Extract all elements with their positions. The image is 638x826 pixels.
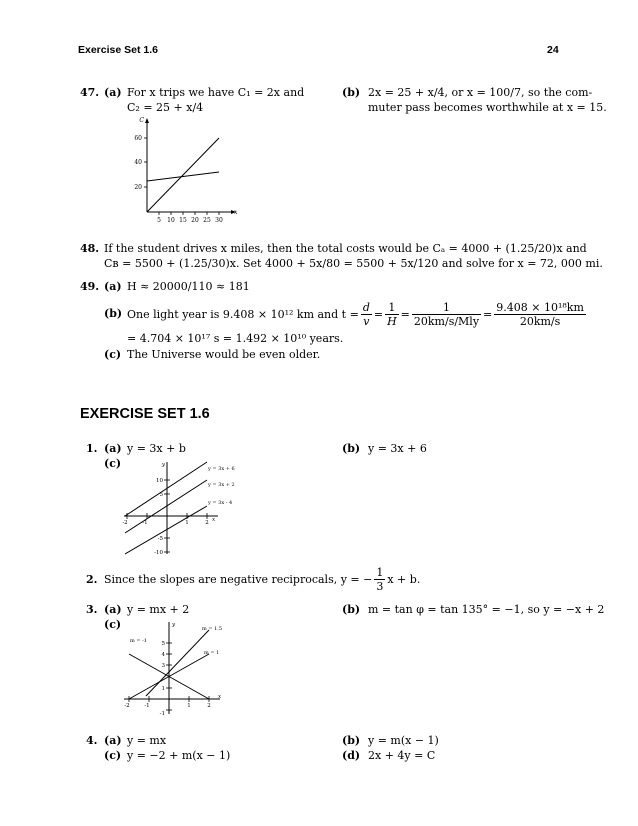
q3a-label: (a) bbox=[104, 603, 122, 616]
section-title: EXERCISE SET 1.6 bbox=[80, 406, 210, 422]
graph-47-xtick: 10 bbox=[167, 217, 175, 224]
graph-47-xtick: 30 bbox=[215, 217, 223, 224]
graph-q3-line-m1-5 bbox=[146, 630, 209, 696]
problem-49b-text: One light year is 9.408 × 10¹² km and t = bbox=[127, 307, 359, 321]
graph-q3-xtick: -2 bbox=[124, 703, 130, 709]
graph-q3-line-label: m = 1.5 bbox=[202, 626, 223, 632]
graph-47-xtick: 15 bbox=[179, 217, 187, 224]
graph-q1-xtick: 1 bbox=[185, 520, 189, 526]
page-number: 24 bbox=[547, 44, 559, 56]
problem-47b-label: (b) bbox=[342, 86, 361, 99]
graph-q1-ytick: -10 bbox=[154, 550, 163, 556]
graph-47-ytick: 60 bbox=[134, 135, 142, 142]
q1a-label: (a) bbox=[104, 442, 122, 455]
problem-47a-line1: For x trips we have C₁ = 2x and bbox=[127, 86, 305, 99]
graph-47-line-c2 bbox=[147, 172, 219, 181]
graph-q3-ytick: 3 bbox=[161, 663, 165, 669]
problem-49c-text: The Universe would be even older. bbox=[127, 348, 321, 361]
graph-q3-line-label: m = 1 bbox=[204, 650, 220, 656]
graph-q1-ytick: 5 bbox=[159, 492, 163, 498]
graph-47-xtick: 25 bbox=[203, 217, 211, 224]
graph-47-ytick: 20 bbox=[134, 184, 142, 191]
graph-47-xlabel: x bbox=[234, 209, 238, 216]
graph-q3-line-label: m = -1 bbox=[130, 638, 147, 644]
graph-q3-ytick: 5 bbox=[161, 641, 165, 647]
graph-q1-ytick: 10 bbox=[156, 478, 163, 484]
graph-q1-line-b6 bbox=[125, 462, 207, 516]
graph-q1-ylabel: y bbox=[161, 462, 165, 468]
problem-48-line2: Cʙ = 5500 + (1.25/30)x. Set 4000 + 5x/80 = 5500 + 5x/120 and solve for x = 72, 000 mi. bbox=[104, 257, 603, 270]
q4d-label: (d) bbox=[342, 749, 361, 762]
equals-sign: = bbox=[483, 307, 493, 321]
graph-q3-ylabel: y bbox=[172, 622, 176, 628]
graph-q3-xtick: -1 bbox=[144, 703, 150, 709]
graph-q1-xlabel: x bbox=[212, 517, 216, 523]
q4-number: 4. bbox=[86, 734, 98, 747]
fraction-distance-over-speed: $\frac{\text{9.408 × 10¹⁸km}}{20km/s}$ bbox=[496, 300, 584, 328]
graph-47-y-arrow bbox=[145, 118, 149, 123]
problem-49c-label: (c) bbox=[104, 348, 122, 361]
problem-48-number: 48. bbox=[80, 242, 100, 255]
graph-q3-xlabel: x bbox=[218, 694, 222, 700]
problem-49a-label: (a) bbox=[104, 280, 122, 293]
q1b-label: (b) bbox=[342, 442, 361, 455]
graph-q1-xtick: 2 bbox=[205, 520, 209, 526]
problem-47b-line2: muter pass becomes worthwhile at x = 15. bbox=[368, 101, 607, 114]
graph-q3-xtick: 2 bbox=[207, 703, 211, 709]
fraction-d-over-v: $\frac{d}{v}$ bbox=[362, 300, 370, 328]
problem-49a-text: H ≈ 20000/110 ≈ 181 bbox=[127, 280, 250, 293]
q2-number: 2. bbox=[86, 573, 98, 586]
equals-sign: = bbox=[373, 307, 384, 321]
graph-47-ylabel: C bbox=[139, 117, 144, 124]
fraction-1-over-h: $\frac{1}{H}$ bbox=[387, 300, 397, 328]
graph-q1-line-label: y = 3x - 4 bbox=[208, 500, 233, 506]
q1-number: 1. bbox=[86, 442, 98, 455]
graph-q3 bbox=[118, 618, 238, 718]
graph-q1-line-b2 bbox=[125, 480, 207, 533]
problem-49-number: 49. bbox=[80, 280, 100, 293]
running-header: Exercise Set 1.6 bbox=[78, 44, 158, 56]
q1a-text: y = 3x + b bbox=[127, 442, 186, 455]
problem-47-number: 47. bbox=[80, 86, 100, 99]
graph-47-line-c1 bbox=[147, 138, 219, 212]
graph-q3-ytick: 4 bbox=[161, 652, 165, 658]
q4a-text: y = mx bbox=[127, 734, 167, 747]
fraction-1-over-3: $\frac{1}{3}$ bbox=[376, 565, 384, 593]
q2-text-end: x + b. bbox=[387, 572, 421, 586]
graph-q1-xtick: -2 bbox=[122, 520, 128, 526]
problem-47b-line1: 2x = 25 + x/4, or x = 100/7, so the com- bbox=[368, 86, 593, 99]
graph-q1-line-label: y = 3x + 2 bbox=[208, 482, 235, 488]
problem-49b-label: (b) bbox=[104, 307, 123, 320]
q2-text-start: Since the slopes are negative reciprocals, y = − bbox=[104, 572, 373, 586]
fraction-1-over-rate: $\frac{1}{\text{20km/s/Mly}}$ bbox=[413, 300, 480, 328]
graph-47-xtick: 5 bbox=[157, 217, 161, 224]
q3b-label: (b) bbox=[342, 603, 361, 616]
problem-49b-equation bbox=[127, 293, 588, 335]
q3a-text: y = mx + 2 bbox=[127, 603, 190, 616]
graph-q3-ytick: 1 bbox=[161, 686, 165, 692]
graph-47 bbox=[120, 112, 250, 224]
problem-49b-line2: = 4.704 × 10¹⁷ s = 1.492 × 10¹⁰ years. bbox=[127, 332, 344, 345]
graph-q1-line-bm4 bbox=[125, 506, 207, 554]
graph-47-ytick: 40 bbox=[134, 159, 142, 166]
graph-q3-ytick: -1 bbox=[159, 711, 165, 717]
problem-47a-line2: C₂ = 25 + x/4 bbox=[127, 101, 204, 114]
problem-48-line1: If the student drives x miles, then the total costs would be Cₐ = 4000 + (1.25/20)x and bbox=[104, 242, 587, 255]
graph-q1 bbox=[118, 458, 238, 558]
q4a-label: (a) bbox=[104, 734, 122, 747]
q4d-text: 2x + 4y = C bbox=[368, 749, 436, 762]
q4b-text: y = m(x − 1) bbox=[368, 734, 439, 747]
q3c-label: (c) bbox=[104, 618, 122, 631]
q4c-text: y = −2 + m(x − 1) bbox=[127, 749, 231, 762]
q1b-text: y = 3x + 6 bbox=[368, 442, 427, 455]
q3b-text: m = tan φ = tan 135° = −1, so y = −x + 2 bbox=[368, 603, 605, 616]
graph-q1-ytick: -5 bbox=[157, 536, 163, 542]
q4c-label: (c) bbox=[104, 749, 122, 762]
q2-text bbox=[104, 558, 420, 600]
graph-q1-line-label: y = 3x + 6 bbox=[208, 466, 235, 472]
q1c-label: (c) bbox=[104, 457, 122, 470]
equals-sign: = bbox=[400, 307, 410, 321]
graph-q3-xtick: 1 bbox=[187, 703, 191, 709]
q4b-label: (b) bbox=[342, 734, 361, 747]
q3-number: 3. bbox=[86, 603, 98, 616]
problem-47a-label: (a) bbox=[104, 86, 122, 99]
graph-q1-xtick: -1 bbox=[142, 520, 148, 526]
graph-47-xtick: 20 bbox=[191, 217, 199, 224]
